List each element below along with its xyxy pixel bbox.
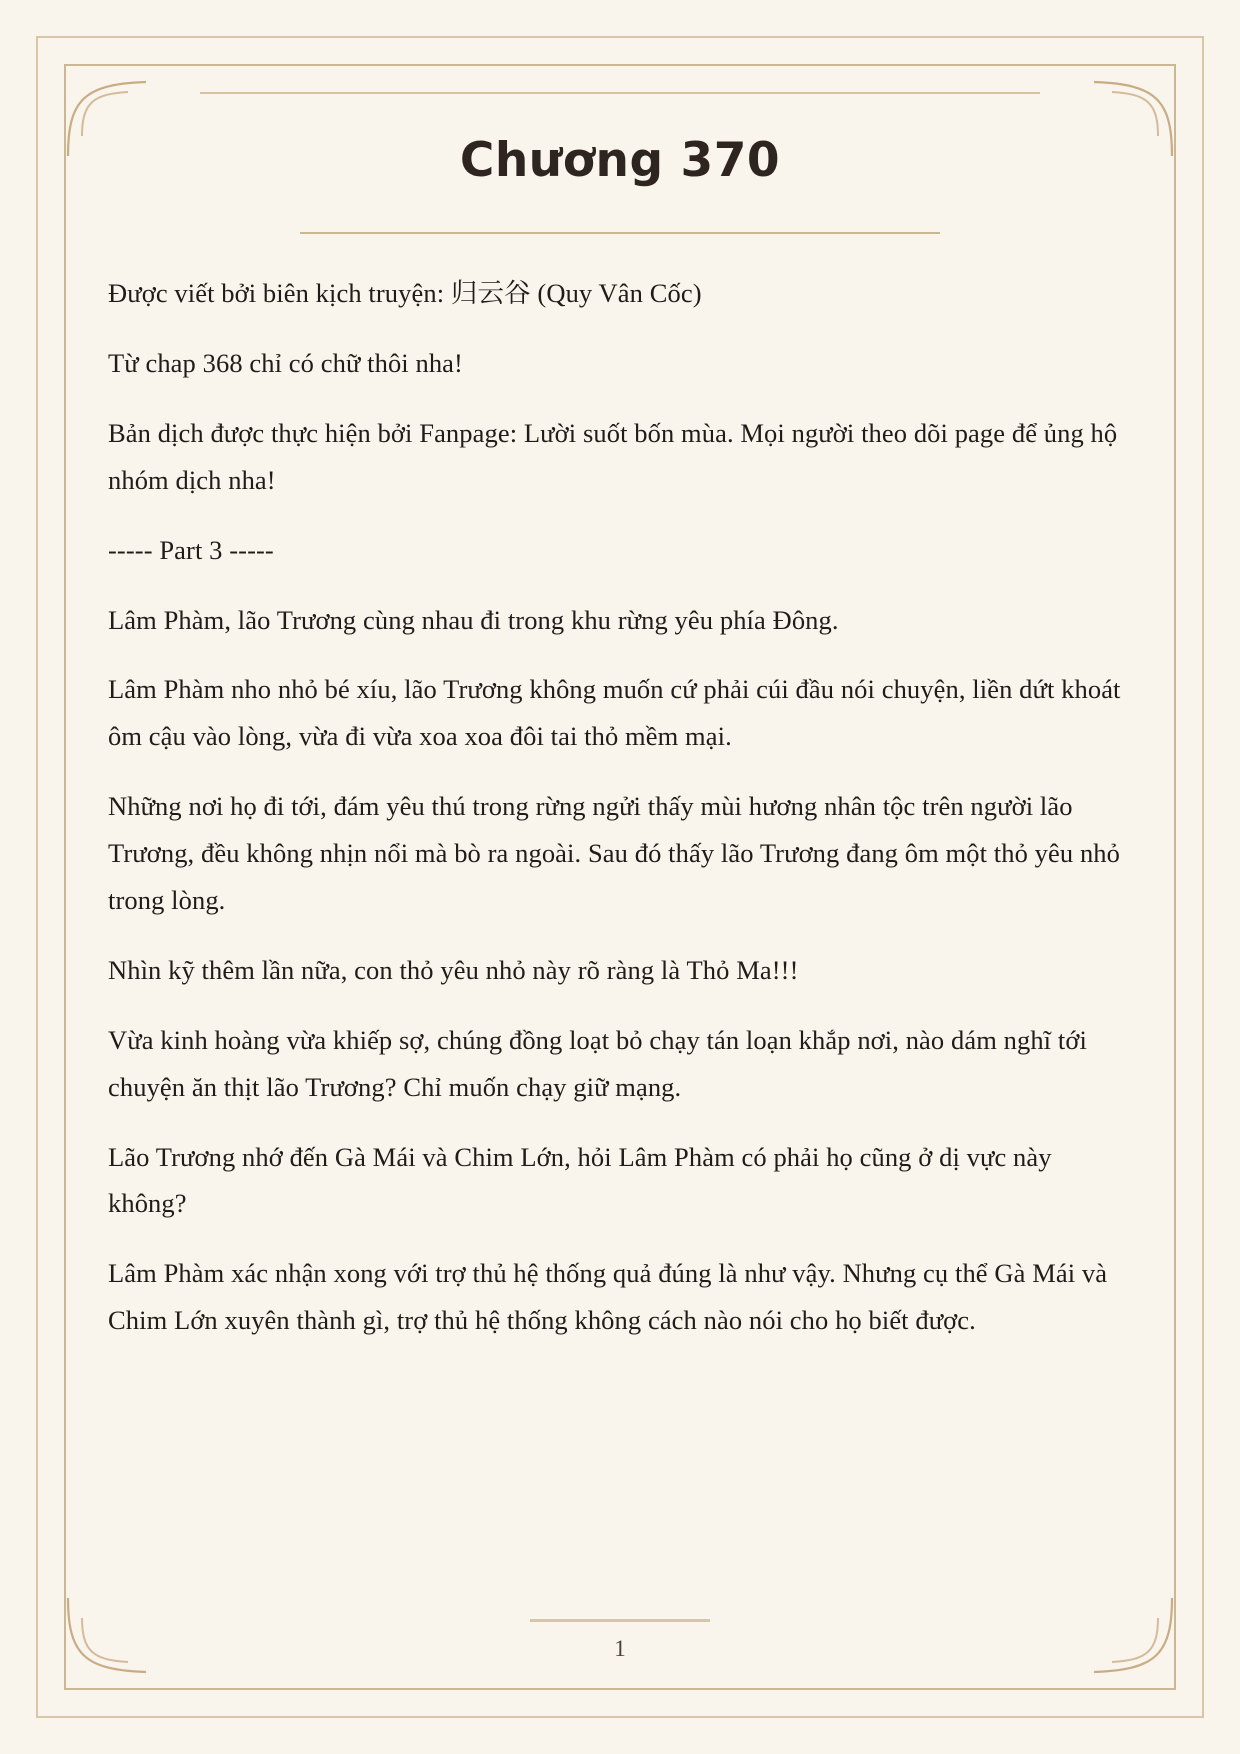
paragraph-story-3: Những nơi họ đi tới, đám yêu thú trong rừng ngửi thấy mùi hương nhân tộc trên người lão Trương, đều không nhịn nổi mà bò ra ngoài. Sau đó thấy lão Trương đang ôm một thỏ yêu nhỏ trong lòng. xyxy=(108,791,1121,915)
document-content xyxy=(106,92,1134,1572)
paragraph-story-1: Lâm Phàm, lão Trương cùng nhau đi trong khu rừng yêu phía Đông. xyxy=(108,604,839,635)
paragraph-part-divider: ----- Part 3 ----- xyxy=(108,534,274,565)
paragraph-story-7: Lâm Phàm xác nhận xong với trợ thủ hệ thống quả đúng là như vậy. Nhưng cụ thể Gà Mái và Chim Lớn xuyên thành gì, trợ thủ hệ thống không cách nào nói cho họ biết được. xyxy=(108,1258,1108,1336)
title-underline-rule xyxy=(300,232,940,234)
paragraph-story-2: Lâm Phàm nho nhỏ bé xíu, lão Trương không muốn cứ phải cúi đầu nói chuyện, liền dứt khoát ôm cậu vào lòng, vừa đi vừa xoa xoa đôi tai thỏ mềm mại. xyxy=(108,674,1121,752)
header-rule xyxy=(200,92,1040,94)
footer-rule xyxy=(530,1619,710,1622)
paragraph-story-4: Nhìn kỹ thêm lần nữa, con thỏ yêu nhỏ này rõ ràng là Thỏ Ma!!! xyxy=(108,954,799,985)
paragraph-note-text-only: Từ chap 368 chỉ có chữ thôi nha! xyxy=(108,347,463,378)
paragraph-story-6: Lão Trương nhớ đến Gà Mái và Chim Lớn, hỏi Lâm Phàm có phải họ cũng ở dị vực này không? xyxy=(108,1141,1052,1219)
body-text-block xyxy=(106,270,1134,1344)
paragraph-story-5: Vừa kinh hoàng vừa khiếp sợ, chúng đồng loạt bỏ chạy tán loạn khắp nơi, nào dám nghĩ tới chuyện ăn thịt lão Trương? Chỉ muốn chạy giữ mạng. xyxy=(108,1024,1087,1102)
paragraph-translation-credit: Bản dịch được thực hiện bởi Fanpage: Lười suốt bốn mùa. Mọi người theo dõi page để ủng hộ nhóm dịch nha! xyxy=(108,417,1118,495)
paragraph-credit-author: Được viết bởi biên kịch truyện: 归云谷 (Quy Vân Cốc) xyxy=(108,278,702,309)
page-number: 1 xyxy=(614,1636,626,1661)
page-footer xyxy=(106,1619,1134,1662)
page-title: Chương 370 xyxy=(459,133,781,188)
